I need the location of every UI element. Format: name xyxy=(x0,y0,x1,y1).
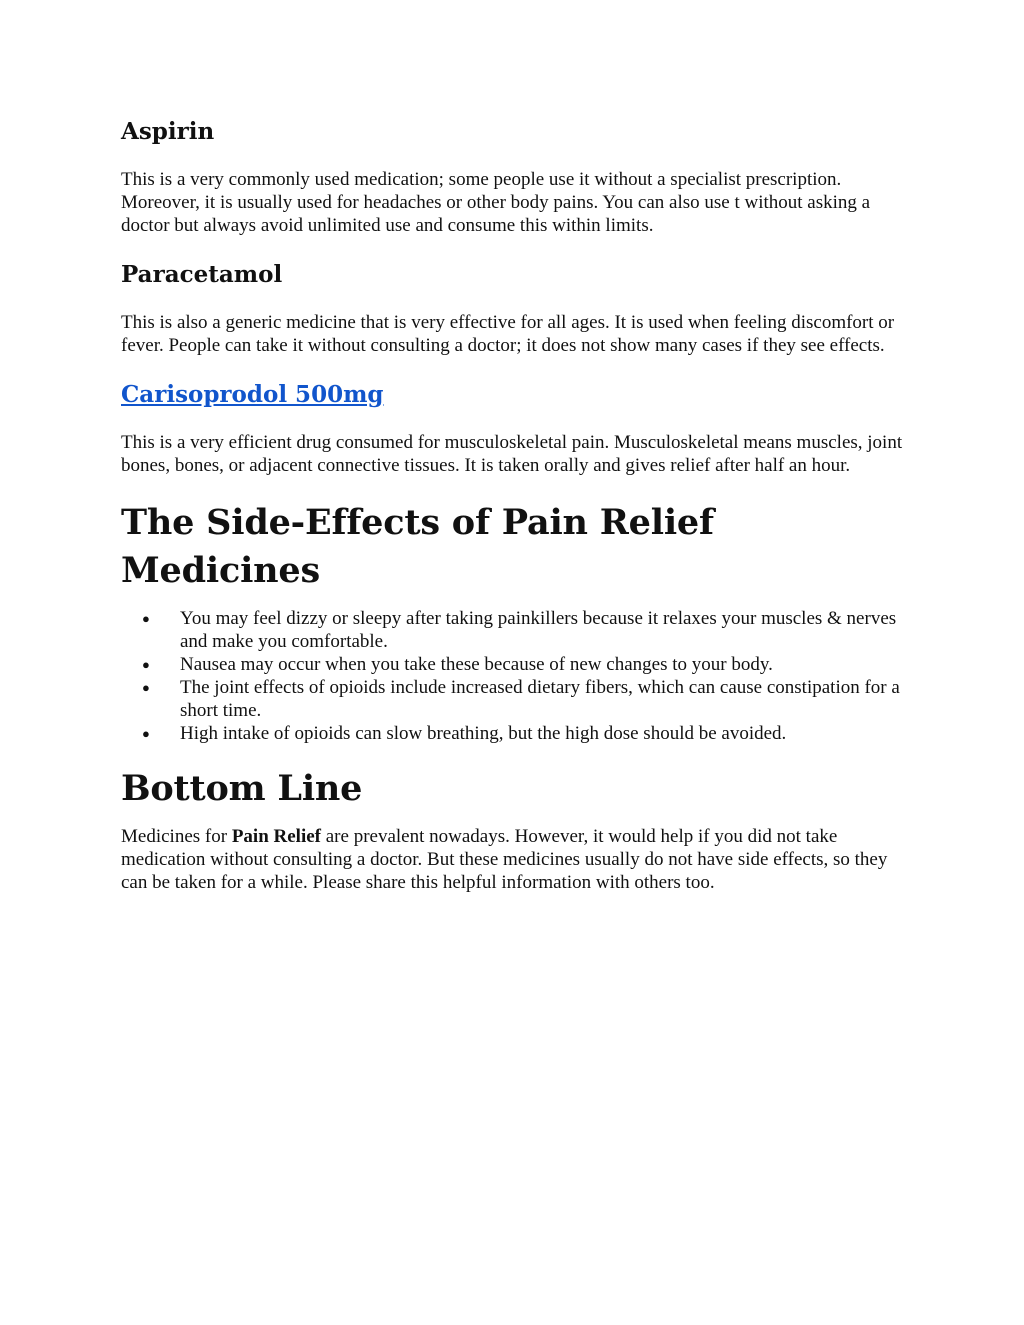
heading-side-effects: The Side-Effects of Pain Relief Medicines xyxy=(121,502,714,591)
list-item xyxy=(142,607,911,653)
bullet-icon: ● xyxy=(142,726,150,741)
heading-aspirin: Aspirin xyxy=(121,118,215,145)
heading-paracetamol: Paracetamol xyxy=(121,261,283,288)
bottom-line-text-end: are prevalent nowadays. However, it would help if you did not take medication without consulting a doctor. But these medicines usually do not have side effects, so they can be taken for a while. Please share this helpful information with others too. xyxy=(121,826,888,893)
list-item-text: High intake of opioids can slow breathing, but the high dose should be avoided. xyxy=(180,723,787,744)
list-item-text: Nausea may occur when you take these because of new changes to your body. xyxy=(180,654,773,675)
bullet-icon: ● xyxy=(142,680,150,695)
bullet-icon: ● xyxy=(142,657,150,672)
document-page xyxy=(121,116,911,916)
side-effects-list xyxy=(121,607,911,745)
bottom-line-text-start: Medicines for xyxy=(121,826,232,847)
list-item xyxy=(142,722,911,745)
heading-carisoprodol xyxy=(121,379,911,411)
heading-bottom-line: Bottom Line xyxy=(121,768,363,809)
bottom-line-bold: Pain Relief xyxy=(231,826,321,847)
paragraph-bottom-line xyxy=(121,825,911,894)
list-item xyxy=(142,653,911,676)
paragraph-carisoprodol: This is a very efficient drug consumed for musculoskeletal pain. Musculoskeletal means muscles, joint bones, bones, or adjacent connective tissues. It is taken orally and gives relief after half an hour. xyxy=(121,432,903,476)
paragraph-aspirin: This is a very commonly used medication; some people use it without a specialist prescription. Moreover, it is usually used for headaches or other body pains. You can also use t without asking a doctor but always avoid unlimited use and consume this within limits. xyxy=(121,169,871,236)
carisoprodol-link[interactable]: Carisoprodol 500mg xyxy=(121,381,384,408)
list-item xyxy=(142,676,911,722)
paragraph-paracetamol: This is also a generic medicine that is very effective for all ages. It is used when feeling discomfort or fever. People can take it without consulting a doctor; it does not show many cases if they see effects. xyxy=(121,312,895,356)
list-item-text: The joint effects of opioids include increased dietary fibers, which can cause constipation for a short time. xyxy=(180,677,900,721)
bullet-icon: ● xyxy=(142,611,150,626)
list-item-text: You may feel dizzy or sleepy after taking painkillers because it relaxes your muscles & nerves and make you comfortable. xyxy=(180,608,897,652)
